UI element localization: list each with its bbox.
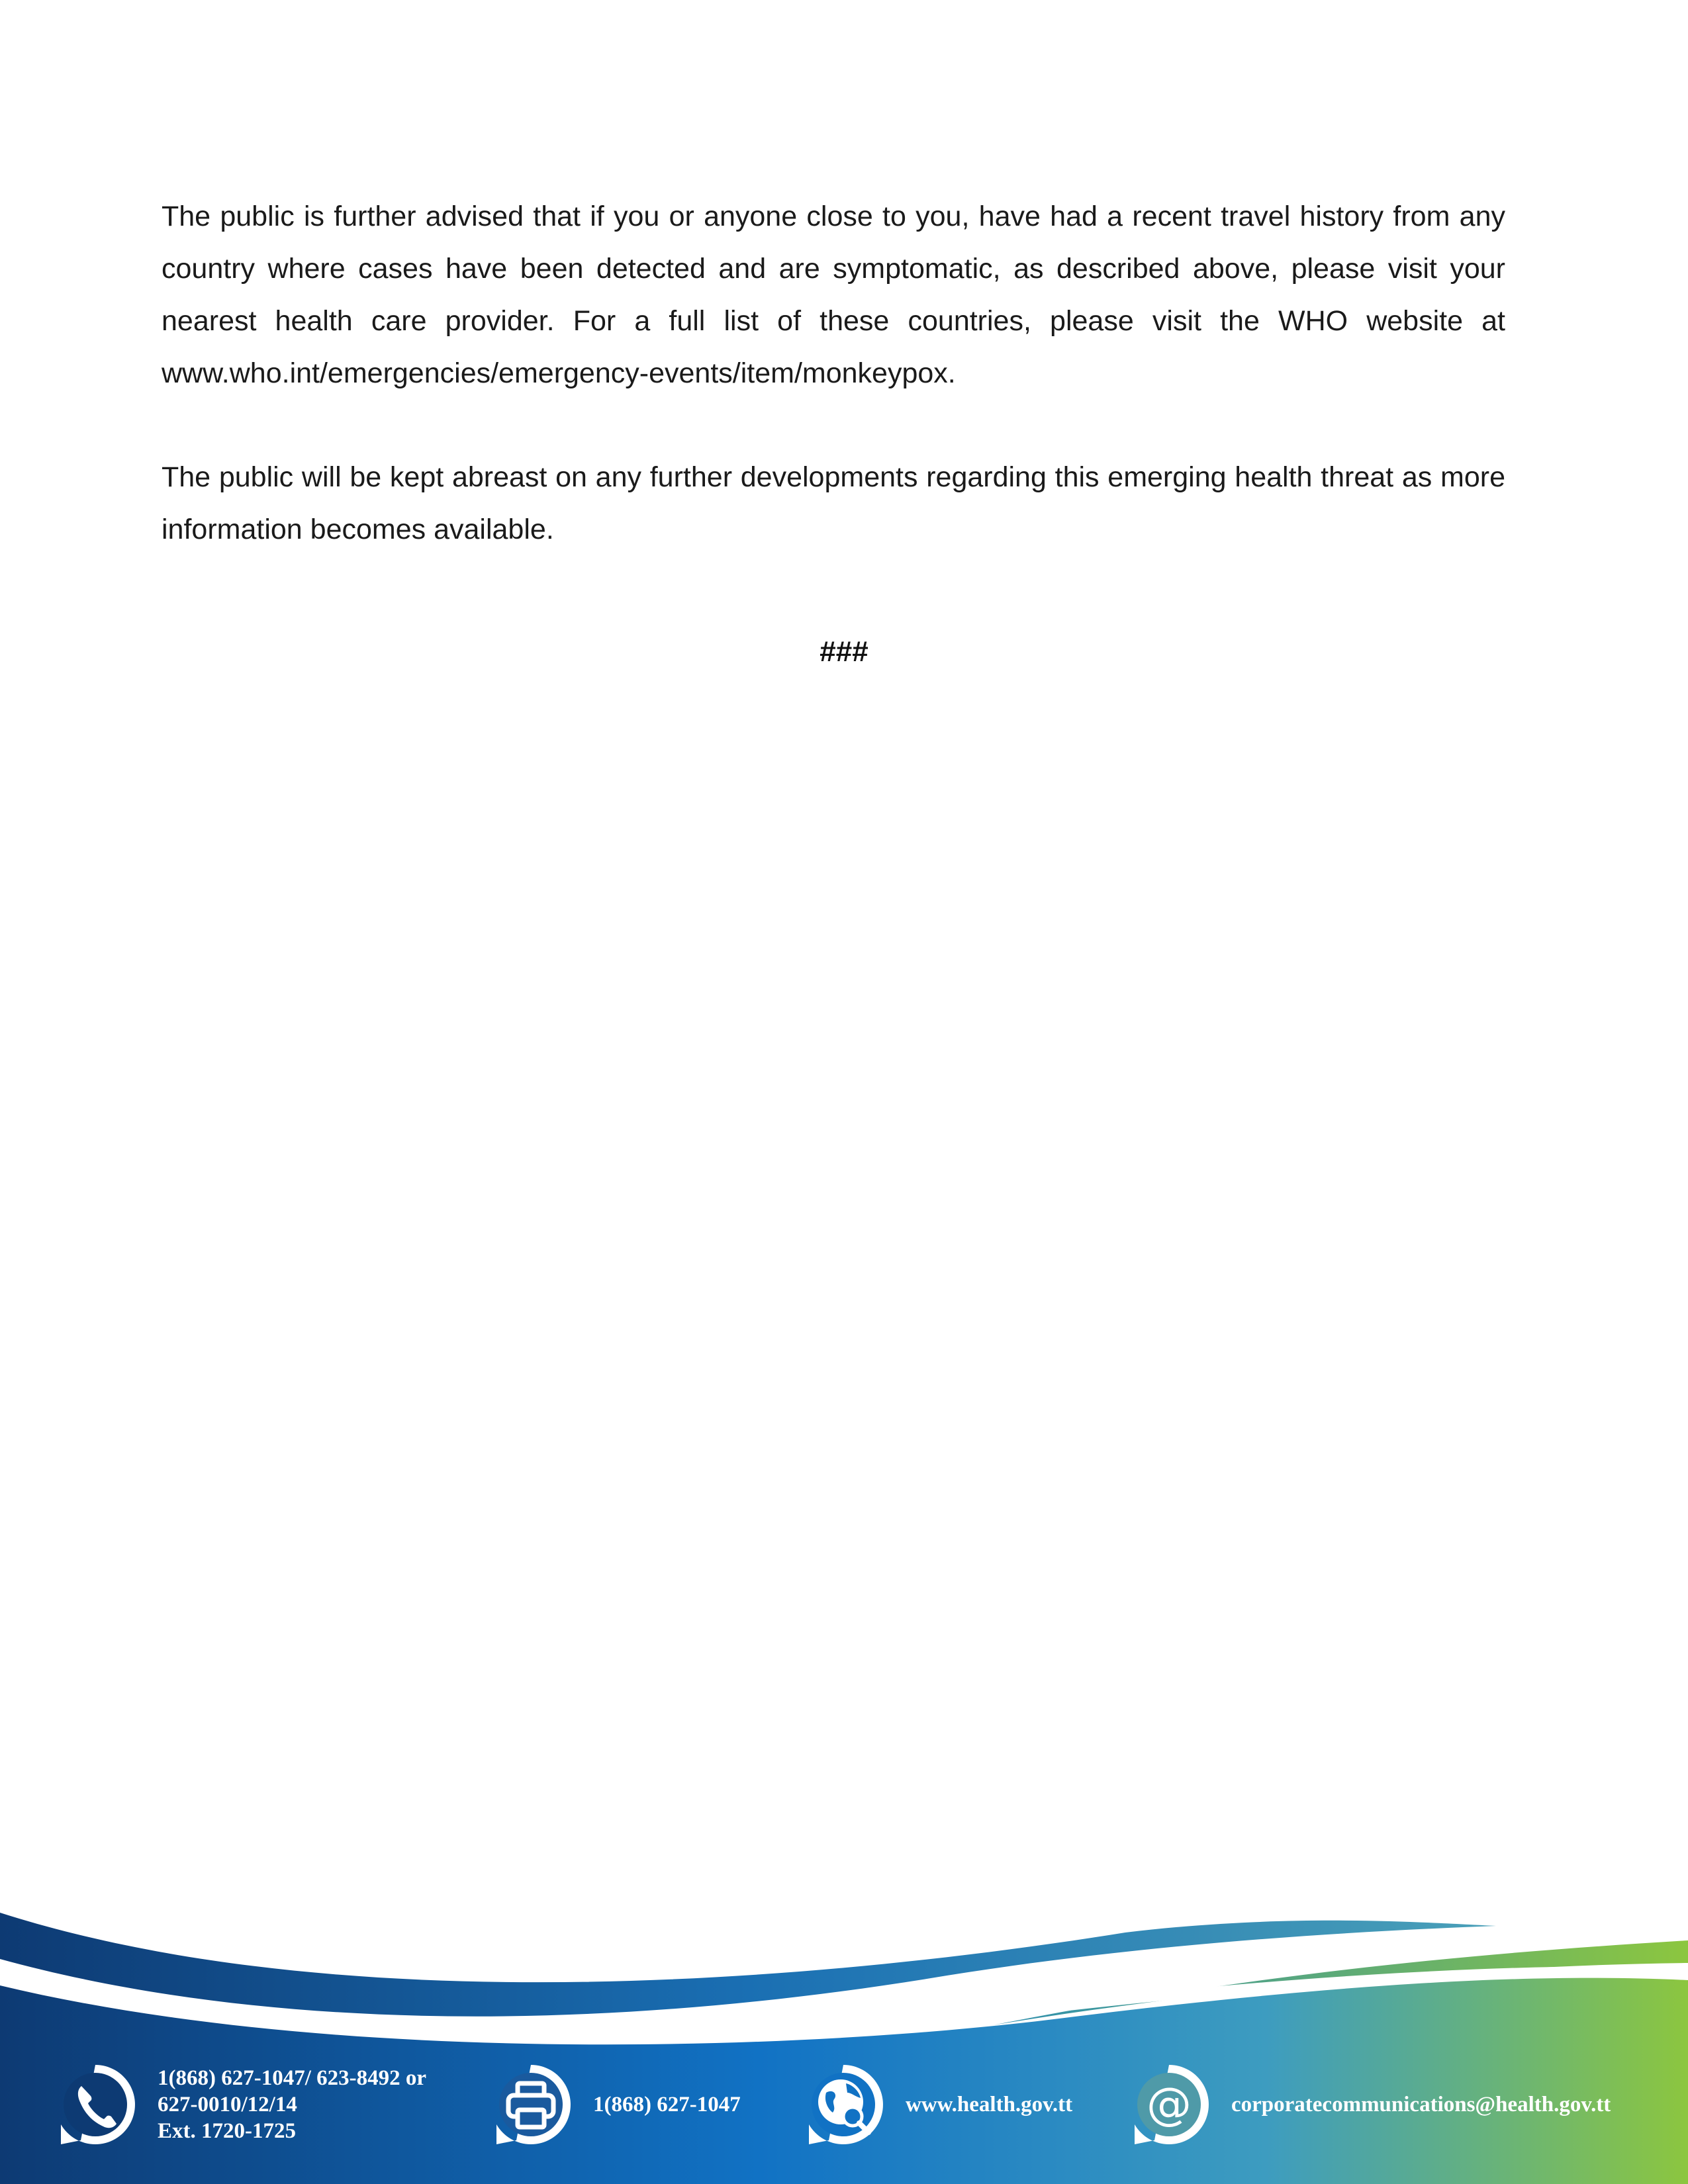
globe-icon [800,2061,887,2148]
printer-icon [487,2061,575,2148]
phone-line-3: Ext. 1720-1725 [158,2119,296,2143]
contact-email [1125,2061,1611,2148]
phone-numbers[interactable] [158,2065,426,2144]
contact-phone [52,2061,426,2148]
email-link[interactable]: corporatecommunications@health.gov.tt [1231,2093,1611,2116]
svg-text:@: @ [1147,2078,1192,2130]
footer-banner [0,1906,1688,2184]
fax-number[interactable]: 1(868) 627-1047 [593,2093,741,2116]
website-link[interactable]: www.health.gov.tt [906,2093,1073,2116]
contact-website [800,2061,1072,2148]
phone-icon [52,2061,139,2148]
end-of-release-mark: ### [820,635,868,668]
advisory-paragraph: The public is further advised that if you or anyone close to you, have had a recent travel history from any country where cases have been detected and are symptomatic, as described above, please visit your nearest health care provider. For a full list of these countries, please visit the WHO website at www.who.int/emergencies/emergency-events/item/monkeypox. [162,201,1505,389]
update-paragraph: The public will be kept abreast on any further developments regarding this emerging health threat as more information becomes available. [162,461,1505,545]
at-sign-icon [1125,2061,1213,2148]
phone-line-1: 1(868) 627-1047/ 623-8492 or [158,2066,427,2090]
phone-line-2: 627-0010/12/14 [158,2093,297,2116]
contact-fax [487,2061,741,2148]
